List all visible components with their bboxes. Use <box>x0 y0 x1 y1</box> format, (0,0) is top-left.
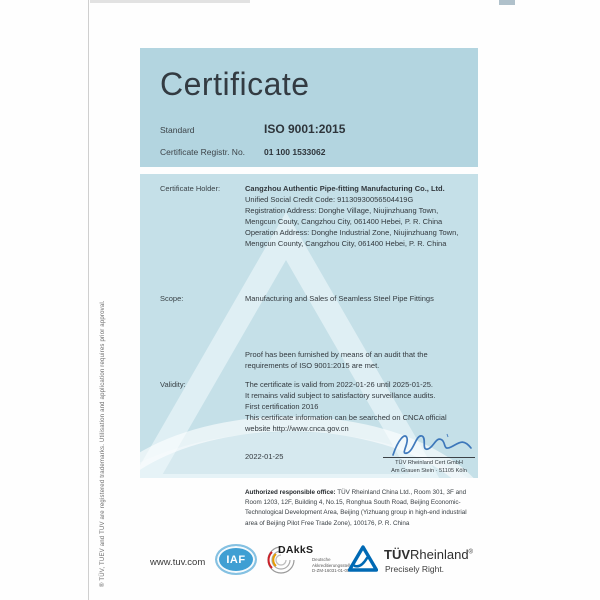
holder-line: Operation Address: Donghe Industrial Zone, Niujinzhuang Town, <box>245 228 459 237</box>
scan-corner-artifact <box>499 0 515 5</box>
validity-line: website http://www.cnca.gov.cn <box>245 424 349 433</box>
signature-block <box>383 429 475 475</box>
scope-value: Manufacturing and Sales of Seamless Steel Pipe Fittings <box>245 294 434 303</box>
iaf-logo <box>215 544 257 575</box>
registered-mark: ® <box>468 549 473 556</box>
holder-label: Certificate Holder: <box>160 184 221 193</box>
tuv-tagline: Precisely Right. <box>385 564 445 574</box>
certificate-header <box>140 48 478 167</box>
certificate-title: Certificate <box>160 66 310 102</box>
dakks-subline: Deutsche <box>312 557 331 562</box>
dakks-subline: D-ZM-16031-01-00 <box>312 568 350 574</box>
registr-no-label: Certificate Registr. No. <box>160 147 246 157</box>
standard-label: Standard <box>160 125 195 135</box>
proof-line: Proof has been furnished by means of an audit that the <box>245 350 428 359</box>
dakks-label: DAkkS <box>278 544 314 556</box>
tuv-triangle-icon <box>348 545 378 572</box>
website-text: www.tuv.com <box>150 557 206 568</box>
scope-label: Scope: <box>160 294 184 303</box>
validity-line: This certificate information can be searched on CNCA official <box>245 413 447 422</box>
scan-top-artifact <box>90 0 250 3</box>
tuv-brand-text: TÜVRheinland® <box>384 547 473 562</box>
certificate-body <box>140 174 478 478</box>
tuv-rheinland-logo <box>348 543 478 583</box>
holder-name: Cangzhou Authentic Pipe-fitting Manufacturing Co., Ltd. <box>245 184 445 193</box>
proof-line: requirements of ISO 9001:2015 are met. <box>245 361 380 370</box>
registr-no-value: 01 100 1533062 <box>264 147 326 157</box>
validity-label: Validity: <box>160 380 186 389</box>
dakks-subline: Akkreditierungsstelle <box>312 562 353 568</box>
authorized-office-label: Authorized responsible office: <box>245 489 336 496</box>
holder-line: Registration Address: Donghe Village, Niujinzhuang Town, <box>245 206 439 215</box>
iaf-label: IAF <box>226 553 246 566</box>
issue-date: 2022-01-25 <box>245 452 284 461</box>
authorized-office-text: Authorized responsible office: TÜV Rheinland China Ltd., Room 301, 3F and Room 1203, 12F, Building 4, No.15, Ronghua South Road, Beijing Economic-Technological Development Area, Beijing (Yizhuang group in high-end industrial area of Beijing Pilot Free Trade Zone), 100176, P. R. China <box>245 489 467 527</box>
validity-line: The certificate is valid from 2022-01-26 until 2025-01-25. <box>245 380 434 389</box>
signature-org: TÜV Rheinland Cert GmbH <box>395 460 463 466</box>
trademark-side-note: ® TÜV, TUEV and TUV are registered trademarks. Utilisation and application requires prior approval. <box>100 300 106 587</box>
holder-line: Mengcun County, Cangzhou City, 061400 Hebei, P. R. China <box>245 239 447 248</box>
holder-line: Unified Social Credit Code: 91130930056504419G <box>245 195 414 204</box>
holder-line: Mengcun Couty, Cangzhou City, 061400 Hebei, P. R. China <box>245 217 443 226</box>
signature-line <box>383 457 475 458</box>
validity-line: It remains valid subject to satisfactory surveillance audits. <box>245 391 436 400</box>
signature-address: Am Grauen Stein · 51105 Köln <box>391 467 467 474</box>
standard-value: ISO 9001:2015 <box>264 122 346 136</box>
validity-line: First certification 2016 <box>245 402 319 411</box>
scan-edge-artifact <box>88 0 89 600</box>
